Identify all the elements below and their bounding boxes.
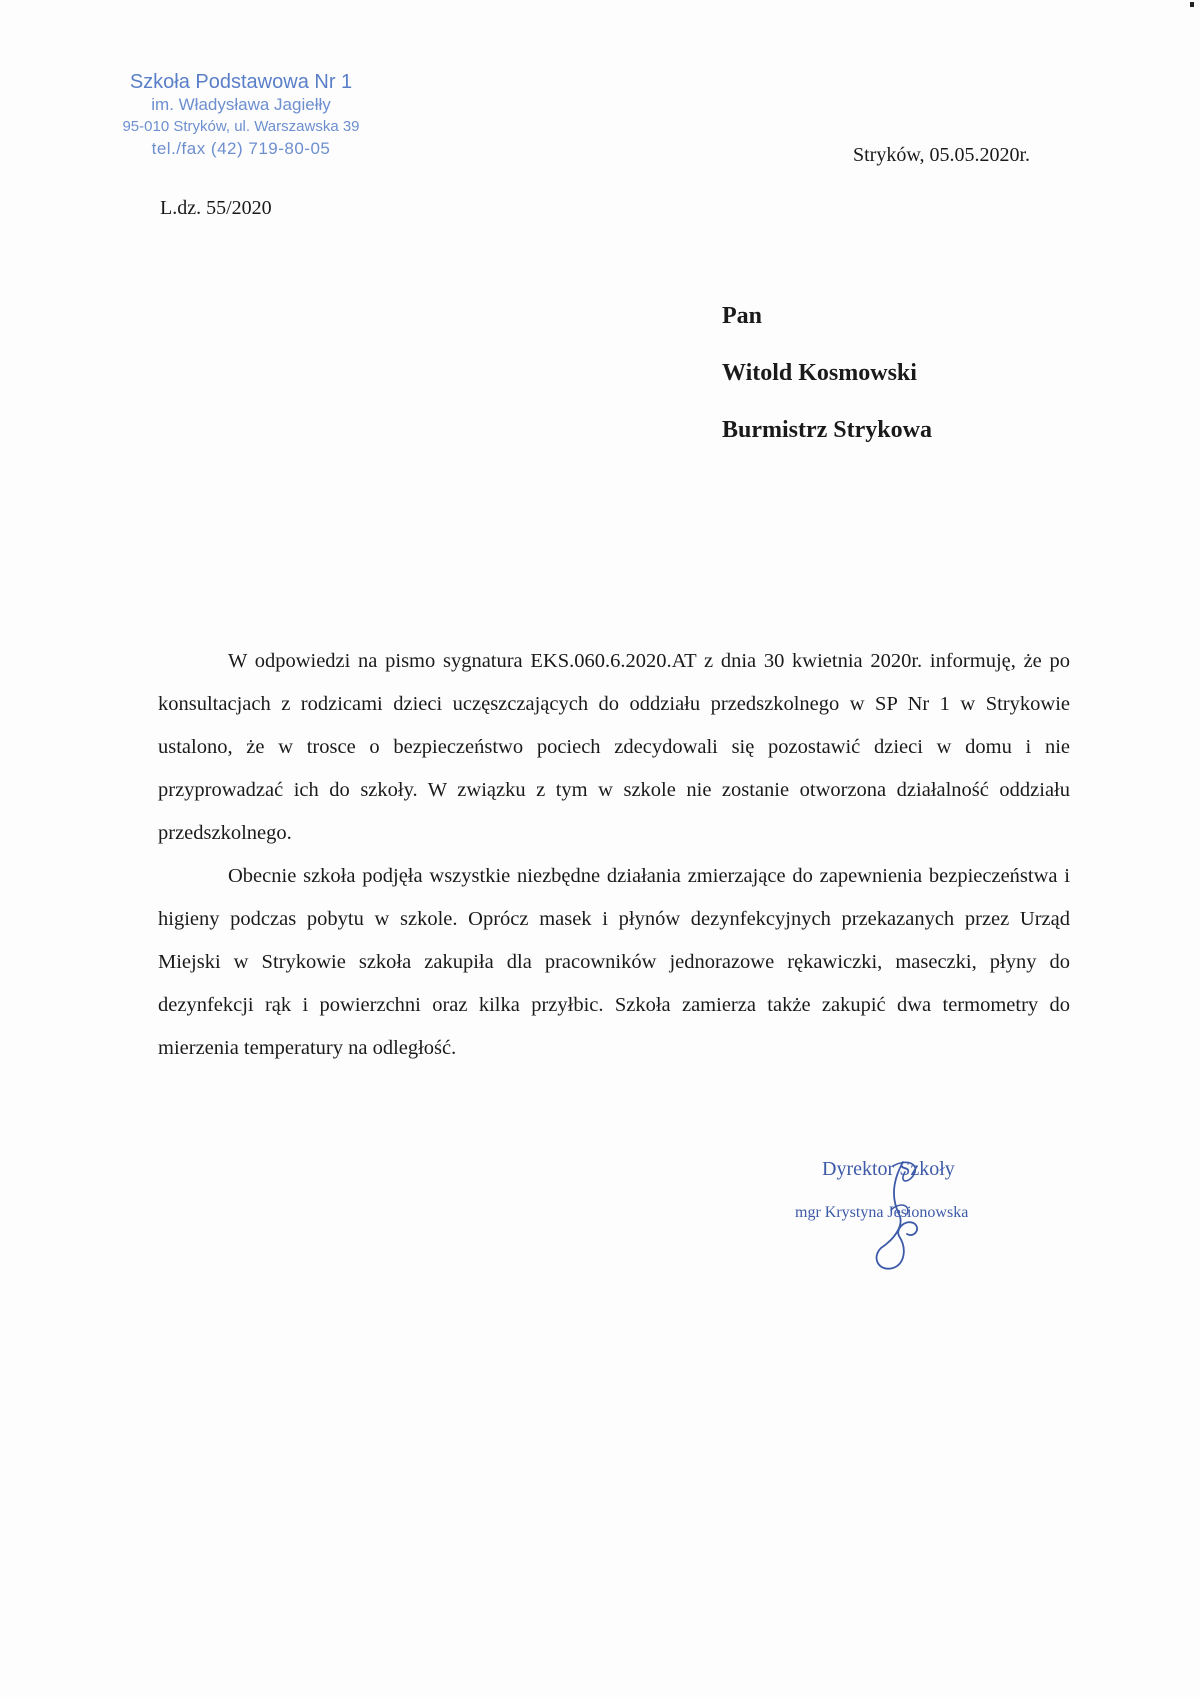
stamp-phone: tel./fax (42) 719-80-05 (151, 139, 331, 158)
signature-name: mgr Krystyna Jesionowska (795, 1204, 969, 1221)
body-paragraph-2: Obecnie szkoła podjęła wszystkie niezbędne działania zmierzające do zapewnienia bezpieczeństwa i higieny podczas pobytu w szkole. Oprócz masek i płynów dezynfekcyjnych przekazanych przez Urząd Miejski w Strykowie szkoła zakupiła dla pracowników jednorazowe rękawiczki, maseczki, płyny do dezynfekcji rąk i powierzchni oraz kilka przyłbic. Szkoła zamierza także zakupić dwa termometry do mierzenia temperatury na odległość. (158, 865, 1070, 1059)
body-paragraph-1: W odpowiedzi na pismo sygnatura EKS.060.6.2020.AT z dnia 30 kwietnia 2020r. informuję, że po konsultacjach z rodzicami dzieci uczęszczających do oddziału przedszkolnego w SP Nr 1 w Strykowie ustalono, że w trosce o bezpieczeństwo pociech zdecydowali się pozostawić dzieci w domu i nie przyprowadzać ich do szkoły. W związku z tym w szkole nie zostanie otworzona działalność oddziału przedszkolnego. (158, 650, 1070, 844)
stamp-address: 95-010 Stryków, ul. Warszawska 39 (122, 118, 360, 135)
signature-block (795, 1158, 1015, 1258)
recipient-name: Witold Kosmowski (722, 360, 917, 386)
school-stamp (96, 70, 386, 160)
handwritten-signature-icon (795, 1158, 1015, 1268)
place-date: Stryków, 05.05.2020r. (853, 144, 1031, 166)
stamp-patron: im. Władysława Jagiełły (151, 95, 331, 114)
signature-title: Dyrektor Szkoły (822, 1158, 955, 1180)
recipient-title: Burmistrz Strykowa (722, 417, 932, 443)
letter-body (158, 640, 1070, 1070)
scan-edge-mark (1190, 2, 1194, 7)
reference-number: L.dz. 55/2020 (160, 197, 272, 219)
recipient-salutation: Pan (722, 303, 763, 329)
stamp-school-name: Szkoła Podstawowa Nr 1 (129, 71, 353, 93)
recipient-block (722, 301, 932, 472)
